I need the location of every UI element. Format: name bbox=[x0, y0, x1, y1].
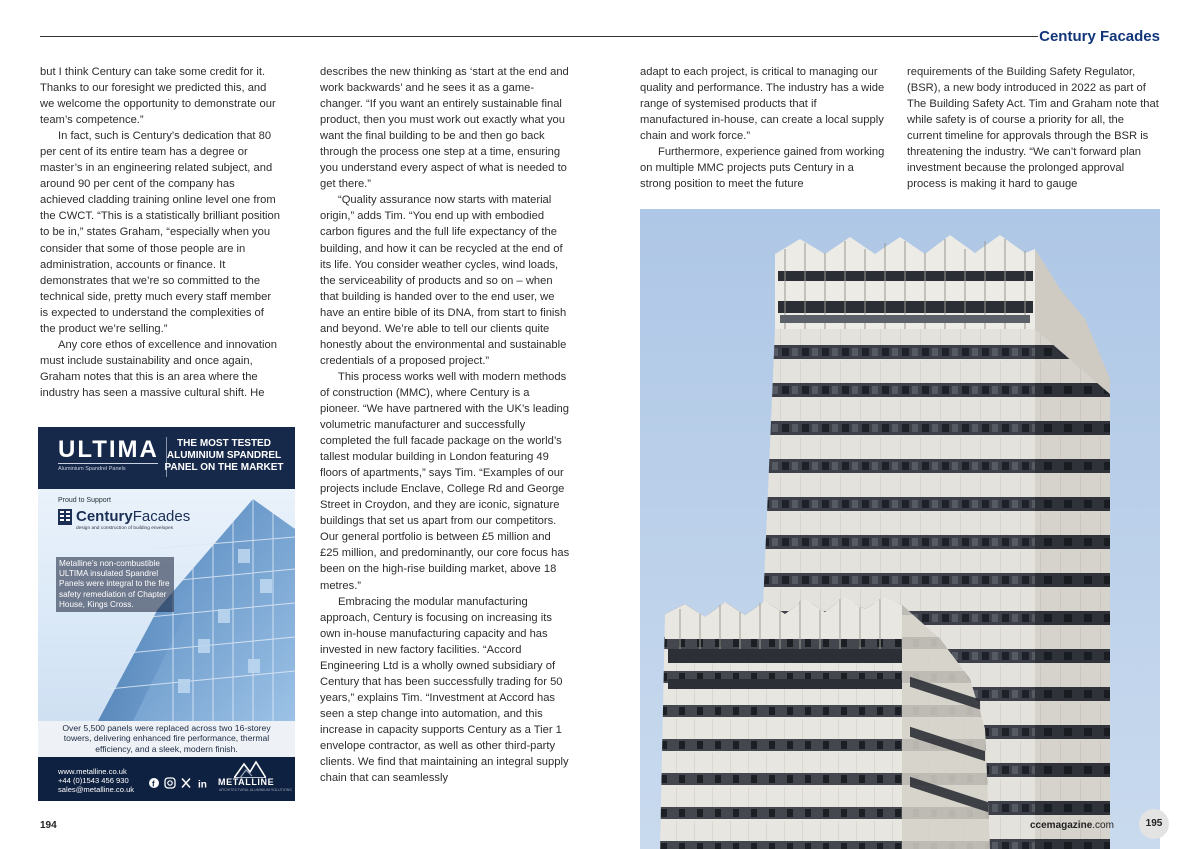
ad-website-link[interactable]: www.metalline.co.uk bbox=[58, 767, 127, 776]
paragraph: This process works well with modern methods of construction (MMC), where Century is a pioneer. “We have partnered with the UK’s leading volumetric manufacturer and successfully completed the full facade package on the world’s tallest modular building in London featuring 49 floors of apartments,” says Tim. “Examples of our projects include Enclave, College Rd and George Street in Croydon, and they are iconic, signature buildings that set us apart from our competitors. Our general portfolio is between £5 million and £25 million, and predominantly, our core focus has been on the high-rise building market, above 18 metres.” bbox=[320, 370, 570, 592]
paragraph: In fact, such is Century’s dedication that 80 per cent of its entire team has a degree or master’s in an engineering related subject, and around 90 per cent of the company has achieved cladding training online level one from the CWCT. “This is a statistically brilliant position to be in,” states Graham, “especially when you consider that some of those people are in administration, accounts or finance. It demonstrates that we’re so committed to the technical side, pretty much every staff member is expected to understand the complexities of the product we’re selling.” bbox=[40, 130, 280, 335]
section-title: Century Facades bbox=[1039, 28, 1160, 45]
ad-building-photo bbox=[38, 489, 295, 721]
paragraph: Any core ethos of excellence and innovation must include sustainability and once again, Graham notes that this is an area where the industry has seen a massive cultural shift. He bbox=[40, 338, 277, 399]
paragraph: Furthermore, experience gained from working on multiple MMC projects puts Century in a strong position to meet the future bbox=[640, 146, 885, 191]
paragraph: describes the new thinking as ‘start at the end and work backwards’ and he sees it as a game-changer. “If you want an entirely sustainable final product, then you must work out exactly what you want the final building to be and then go back through the process one step at a time, ensuring you understand every aspect of what is needed to get there.” bbox=[320, 66, 569, 191]
century-facades-tagline: design and construction of building envelopes bbox=[76, 526, 174, 531]
metalline-wordmark: METALLINE bbox=[218, 777, 275, 787]
ad-claim-text: Metalline’s non-combustible ULTIMA insulated Spandrel Panels were integral to the fire safety remediation of Chapter House, Kings Cross. bbox=[56, 557, 174, 612]
metalline-tagline: ARCHITECTURAL ALUMINIUM SOLUTIONS bbox=[219, 788, 292, 792]
tower-photograph bbox=[640, 209, 1160, 849]
svg-text:f: f bbox=[152, 779, 155, 789]
article-column-4 bbox=[907, 64, 1161, 192]
social-icons bbox=[148, 777, 212, 789]
instagram-icon[interactable] bbox=[165, 778, 175, 788]
ultima-logo bbox=[58, 437, 158, 477]
paragraph: but I think Century can take some credit for it. Thanks to our foresight we predicted this, and we welcome the opportunity to demonstrate our team’s competence.” bbox=[40, 66, 276, 127]
ad-proud-text: Proud to Support bbox=[58, 497, 111, 504]
paragraph: Embracing the modular manufacturing approach, Century is focusing on increasing its own in-house manufacturing capacity and has invested in new factory facilities. “Accord Engineering Ltd is a wholly owned subsidiary of Century that has been successfully trading for 50 years,” explains Tim. “Investment at Accord has seen a step change into automation, and this increase in capacity supports Century as a Tier 1 envelope contractor, as well as other third-party clients. We find that maintaining an integral supply chain that can seamlessly bbox=[320, 595, 569, 785]
paragraph: adapt to each project, is critical to managing our quality and performance. The industry has a wide range of systemised products that if manufactured in-house, can create a local supply chain and work force.” bbox=[640, 66, 885, 143]
ad-headline: THE MOST TESTED ALUMINIUM SPANDREL PANEL ON THE MARKET bbox=[164, 438, 284, 473]
ultima-wordmark: ULTIMA bbox=[58, 436, 159, 463]
ad-blurb: Over 5,500 panels were replaced across two 16-storey towers, delivering enhanced fire performance, thermal efficiency, and a sleek, modern finish. bbox=[38, 721, 295, 757]
ad-footer bbox=[38, 757, 295, 801]
paragraph: “Quality assurance now starts with material origin,” adds Tim. “You end up with embodied carbon figures and the full life expectancy of the building, and how it can be recycled at the end of its life. You consider weather cycles, wind loads, the serviceability of products and so on – when that building is handed over to the end user, we have an entire bible of its DNA, from start to finish and beyond. We’re able to tell our clients quite honestly about the environmental and sustainable credentials of a proposed project.” bbox=[320, 194, 567, 367]
metalline-advertisement[interactable] bbox=[38, 427, 295, 801]
century-facades-logo-icon bbox=[58, 509, 72, 525]
linkedin-icon[interactable] bbox=[198, 780, 207, 790]
magazine-website[interactable]: ccemagazine.com bbox=[1030, 820, 1114, 831]
page-number-right: 195 bbox=[1139, 809, 1169, 839]
century-facades-logo: CenturyFacades bbox=[76, 508, 191, 525]
page-number-left: 194 bbox=[40, 820, 57, 831]
ultima-tagline: Aluminium Spandrel Panels bbox=[58, 463, 158, 473]
ad-contact-block bbox=[58, 767, 134, 795]
article-column-3 bbox=[640, 64, 888, 192]
facebook-icon[interactable] bbox=[149, 778, 159, 789]
paragraph: requirements of the Building Safety Regulator, (BSR), a new body introduced in 2022 as part of The Building Safety Act. Tim and Graham note that while safety is of course a priority for all, the current timeline for approvals through the BSR is threatening the industry. “We can’t forward plan investment because the prolonged approval process is making it hard to gauge bbox=[907, 66, 1159, 191]
article-column-1 bbox=[40, 64, 280, 401]
svg-text:in: in bbox=[198, 779, 207, 789]
ad-header bbox=[38, 427, 295, 489]
ad-phone: +44 (0)1543 456 930 bbox=[58, 776, 129, 786]
header-rule bbox=[40, 36, 1038, 37]
modular-tower-illustration bbox=[640, 209, 1160, 849]
article-column-2 bbox=[320, 64, 572, 786]
x-icon[interactable] bbox=[182, 779, 190, 788]
ad-email-link[interactable]: sales@metalline.co.uk bbox=[58, 785, 135, 795]
metalline-logo-icon bbox=[234, 760, 266, 778]
